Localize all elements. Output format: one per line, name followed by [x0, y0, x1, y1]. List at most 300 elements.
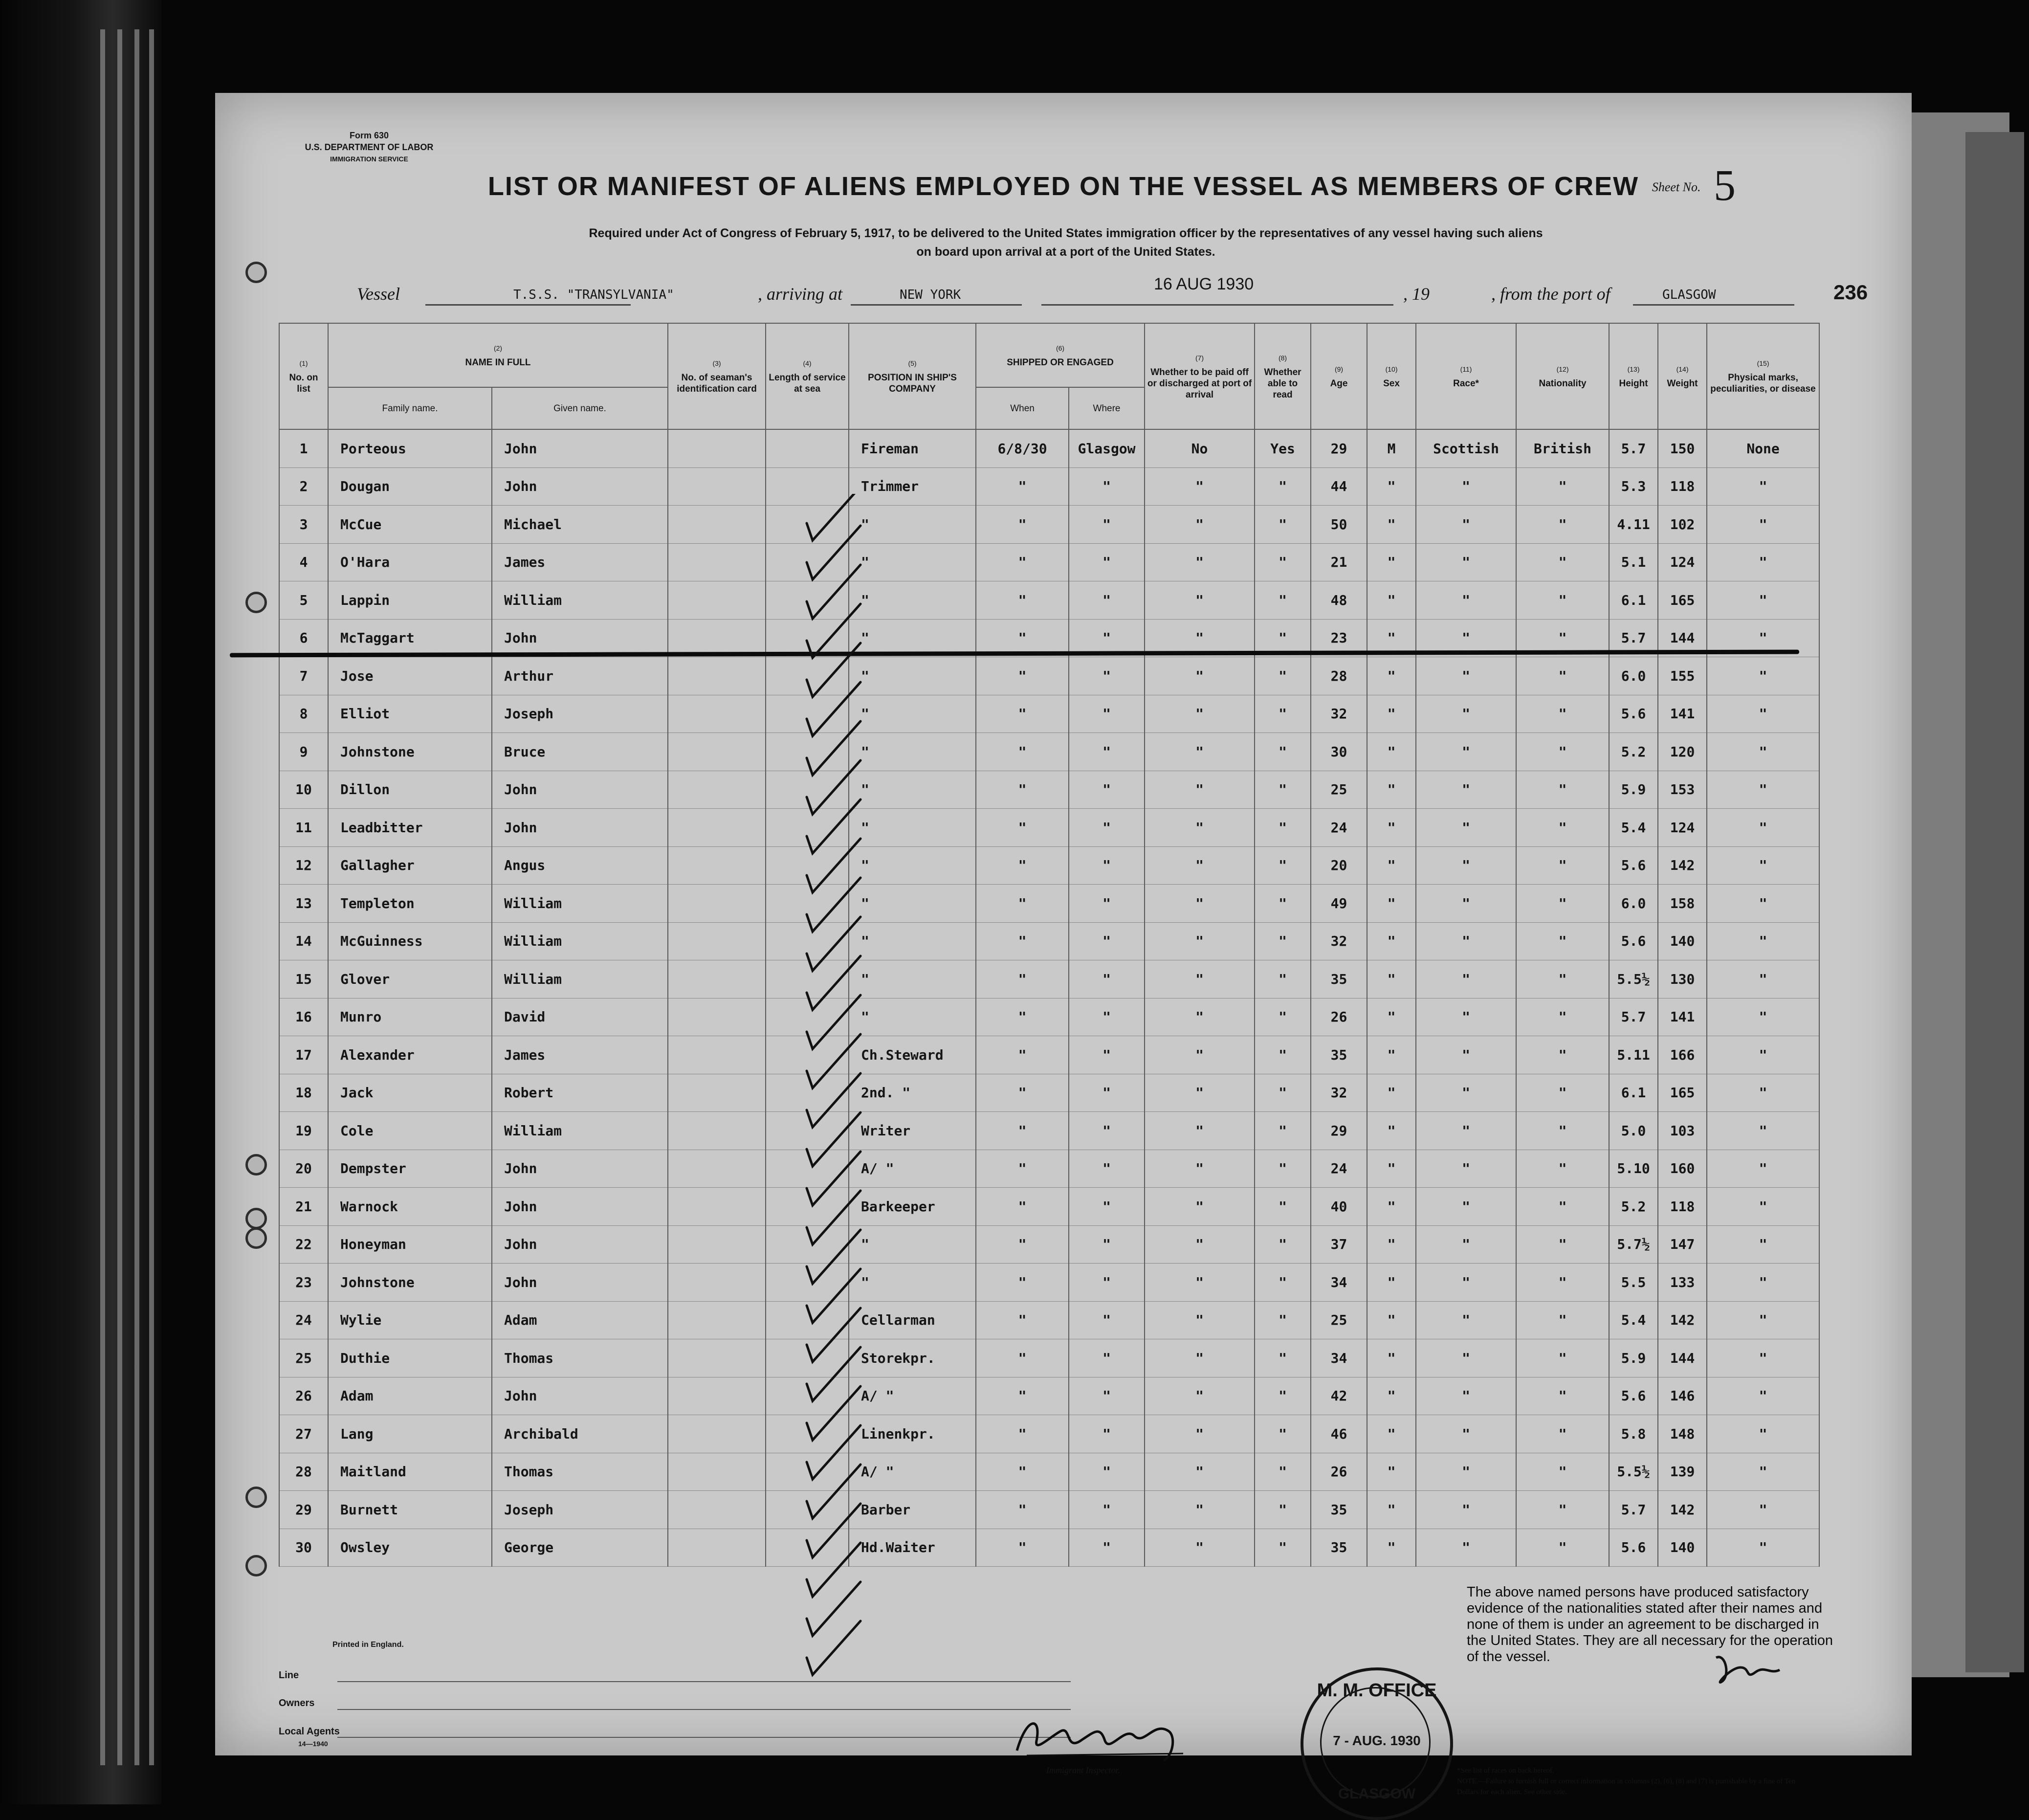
cell-where: " — [1069, 1301, 1145, 1339]
cell-idcard — [668, 467, 766, 506]
cell-weight: 144 — [1658, 619, 1707, 657]
cell-age: 24 — [1311, 809, 1367, 847]
cell-race: " — [1416, 733, 1516, 771]
cell-nationality: " — [1516, 467, 1609, 506]
cell-weight: 118 — [1658, 1188, 1707, 1226]
cell-where: " — [1069, 467, 1145, 506]
cell-marks: " — [1707, 922, 1819, 960]
cell-weight: 165 — [1658, 1074, 1707, 1112]
cell-idcard — [668, 619, 766, 657]
cell-nationality: " — [1516, 809, 1609, 847]
cell-service — [766, 1225, 849, 1264]
cell-sex: " — [1367, 1301, 1416, 1339]
table-row — [279, 922, 1819, 960]
cell-paid: " — [1145, 581, 1255, 620]
cell-when: " — [976, 1036, 1069, 1074]
cell-weight: 142 — [1658, 1491, 1707, 1529]
year-label: , 19 — [1403, 284, 1430, 304]
cell-paid: " — [1145, 1074, 1255, 1112]
cell-family: McTaggart — [328, 619, 492, 657]
cell-weight: 142 — [1658, 1301, 1707, 1339]
cell-position: Fireman — [849, 429, 976, 467]
cell-paid: " — [1145, 998, 1255, 1036]
vessel-line — [215, 275, 1912, 313]
cell-where: " — [1069, 506, 1145, 544]
col-header-family-name: Family name. — [328, 387, 492, 429]
sheet-number-value: 5 — [1714, 161, 1736, 210]
cell-nationality: " — [1516, 695, 1609, 733]
stamp-top: M. M. OFFICE — [1317, 1680, 1437, 1701]
cell-family: Maitland — [328, 1453, 492, 1491]
cell-age: 28 — [1311, 657, 1367, 695]
cell-position: A/ " — [849, 1377, 976, 1415]
agents-label: Local Agents — [279, 1726, 340, 1737]
cell-paid: " — [1145, 1453, 1255, 1491]
cell-when: " — [976, 1074, 1069, 1112]
cell-service — [766, 846, 849, 885]
col-header-id-card: (3) No. of seaman's identification card — [668, 323, 766, 429]
cell-position: " — [849, 506, 976, 544]
cell-when: " — [976, 581, 1069, 620]
table-row — [279, 846, 1819, 885]
mm-office-stamp — [1301, 1667, 1453, 1820]
cell-service — [766, 1036, 849, 1074]
cell-marks: " — [1707, 1491, 1819, 1529]
col-header-number: (1) No. on list — [279, 323, 328, 429]
cell-family: Cole — [328, 1112, 492, 1150]
cell-when: " — [976, 1491, 1069, 1529]
table-row — [279, 1188, 1819, 1226]
cell-sex: " — [1367, 695, 1416, 733]
cell-marks: " — [1707, 1415, 1819, 1453]
subtitle-line-1: Required under Act of Congress of February 5, 1917, to be delivered to the United States immigration officer by the representatives of any vessel having such aliens — [589, 226, 1543, 240]
crew-manifest-table — [279, 323, 1820, 1567]
cell-when: " — [976, 1339, 1069, 1377]
cell-read: " — [1255, 657, 1311, 695]
cell-sex: " — [1367, 1529, 1416, 1567]
cell-race: " — [1416, 1188, 1516, 1226]
printed-in: Printed in England. — [332, 1641, 404, 1649]
cell-given: John — [492, 1150, 668, 1188]
cell-age: 46 — [1311, 1415, 1367, 1453]
footnote-races: *See list of races on back hereof. — [1457, 1767, 1554, 1775]
page-title: LIST OR MANIFEST OF ALIENS EMPLOYED ON THE VESSEL AS MEMBERS OF CREW — [487, 172, 1639, 201]
subtitle-line-2: on board upon arrival at a port of the United States. — [916, 245, 1215, 259]
cell-nationality: " — [1516, 733, 1609, 771]
inspector-label: Immigrant Inspector. — [1046, 1765, 1120, 1775]
cell-race: " — [1416, 1264, 1516, 1302]
cell-service — [766, 1529, 849, 1567]
cell-given: William — [492, 885, 668, 923]
cell-no: 22 — [279, 1225, 328, 1264]
cell-height: 5.6 — [1609, 1529, 1658, 1567]
cell-no: 3 — [279, 506, 328, 544]
cell-marks: " — [1707, 1225, 1819, 1264]
cell-family: Johnstone — [328, 1264, 492, 1302]
cell-read: " — [1255, 1301, 1311, 1339]
cell-service — [766, 467, 849, 506]
table-row — [279, 1074, 1819, 1112]
cell-family: Alexander — [328, 1036, 492, 1074]
cell-sex: " — [1367, 1036, 1416, 1074]
form-code: 14—1940 — [298, 1740, 328, 1748]
cell-age: 25 — [1311, 771, 1367, 809]
cell-service — [766, 695, 849, 733]
cell-marks: " — [1707, 657, 1819, 695]
cell-nationality: " — [1516, 1264, 1609, 1302]
cell-paid: " — [1145, 1225, 1255, 1264]
cell-given: John — [492, 1377, 668, 1415]
col-header-physical-marks: (15) Physical marks, peculiarities, or disease — [1707, 323, 1819, 429]
cell-idcard — [668, 657, 766, 695]
cell-sex: " — [1367, 1339, 1416, 1377]
cell-where: " — [1069, 1225, 1145, 1264]
cell-given: Thomas — [492, 1453, 668, 1491]
cell-paid: " — [1145, 1339, 1255, 1377]
cell-family: Porteous — [328, 429, 492, 467]
cell-nationality: " — [1516, 771, 1609, 809]
cell-family: Adam — [328, 1377, 492, 1415]
cell-paid: " — [1145, 960, 1255, 999]
table-row — [279, 1529, 1819, 1567]
table-row — [279, 960, 1819, 999]
col-header-race: (11) Race* — [1416, 323, 1516, 429]
cell-weight: 103 — [1658, 1112, 1707, 1150]
cell-sex: " — [1367, 1074, 1416, 1112]
cell-given: George — [492, 1529, 668, 1567]
cell-weight: 142 — [1658, 846, 1707, 885]
stamp-bottom: GLASGOW — [1338, 1786, 1416, 1802]
cell-idcard — [668, 1264, 766, 1302]
cell-when: " — [976, 846, 1069, 885]
cell-sex: " — [1367, 885, 1416, 923]
arriving-label: , arriving at — [758, 284, 843, 304]
cell-position: Linenkpr. — [849, 1415, 976, 1453]
cell-no: 17 — [279, 1036, 328, 1074]
cell-position: Cellarman — [849, 1301, 976, 1339]
cell-paid: No — [1145, 429, 1255, 467]
cell-no: 16 — [279, 998, 328, 1036]
binder-hole-icon — [245, 592, 267, 613]
cell-family: O'Hara — [328, 543, 492, 581]
cell-paid: " — [1145, 1529, 1255, 1567]
cell-idcard — [668, 581, 766, 620]
cell-age: 44 — [1311, 467, 1367, 506]
cell-given: James — [492, 543, 668, 581]
cell-service — [766, 506, 849, 544]
cell-read: Yes — [1255, 429, 1311, 467]
table-row — [279, 467, 1819, 506]
cell-service — [766, 657, 849, 695]
cell-nationality: " — [1516, 1150, 1609, 1188]
cell-weight: 139 — [1658, 1453, 1707, 1491]
cell-marks: " — [1707, 733, 1819, 771]
cell-paid: " — [1145, 1491, 1255, 1529]
table-row — [279, 771, 1819, 809]
cell-idcard — [668, 1301, 766, 1339]
cell-when: " — [976, 619, 1069, 657]
cell-position: " — [849, 619, 976, 657]
cell-position: " — [849, 846, 976, 885]
from-port-label: , from the port of — [1491, 284, 1610, 304]
table-row — [279, 1453, 1819, 1491]
cell-marks: " — [1707, 846, 1819, 885]
cell-where: " — [1069, 1377, 1145, 1415]
cell-read: " — [1255, 1112, 1311, 1150]
cell-service — [766, 771, 849, 809]
cell-where: " — [1069, 619, 1145, 657]
sheet-label: Sheet No. — [1652, 180, 1701, 194]
cell-height: 6.0 — [1609, 885, 1658, 923]
cell-height: 6.1 — [1609, 1074, 1658, 1112]
cell-nationality: " — [1516, 1453, 1609, 1491]
cell-nationality: " — [1516, 619, 1609, 657]
cell-race: " — [1416, 581, 1516, 620]
cell-race: " — [1416, 1112, 1516, 1150]
cell-race: " — [1416, 1339, 1516, 1377]
cell-given: John — [492, 1264, 668, 1302]
cell-no: 5 — [279, 581, 328, 620]
cell-race: " — [1416, 998, 1516, 1036]
col-header-able-to-read: (8) Whether able to read — [1255, 323, 1311, 429]
cell-where: " — [1069, 1339, 1145, 1377]
cell-no: 15 — [279, 960, 328, 999]
cell-read: " — [1255, 1264, 1311, 1302]
cell-race: " — [1416, 885, 1516, 923]
cell-sex: " — [1367, 1188, 1416, 1226]
cell-paid: " — [1145, 885, 1255, 923]
cell-service — [766, 998, 849, 1036]
cell-age: 32 — [1311, 695, 1367, 733]
cell-height: 5.7 — [1609, 619, 1658, 657]
cell-no: 30 — [279, 1529, 328, 1567]
cell-paid: " — [1145, 657, 1255, 695]
cell-read: " — [1255, 1036, 1311, 1074]
page-edge — [149, 29, 154, 1765]
cell-marks: " — [1707, 998, 1819, 1036]
cell-where: " — [1069, 733, 1145, 771]
cell-position: " — [849, 1225, 976, 1264]
cell-sex: " — [1367, 657, 1416, 695]
cell-position: " — [849, 543, 976, 581]
cell-where: " — [1069, 581, 1145, 620]
cell-race: " — [1416, 1225, 1516, 1264]
cell-when: 6/8/30 — [976, 429, 1069, 467]
cell-when: " — [976, 467, 1069, 506]
cell-nationality: " — [1516, 581, 1609, 620]
cell-no: 21 — [279, 1188, 328, 1226]
cell-when: " — [976, 1529, 1069, 1567]
cell-sex: " — [1367, 506, 1416, 544]
footnote-penalty: NOTE.—Failure to furnish full or correct information in columns (2), (6), (8) and (7) is punishable by a fine of Ten Dollars for each alien. See other side. — [1457, 1777, 1796, 1796]
cell-height: 6.1 — [1609, 581, 1658, 620]
cell-weight: 166 — [1658, 1036, 1707, 1074]
cell-idcard — [668, 1415, 766, 1453]
cell-age: 26 — [1311, 998, 1367, 1036]
cell-given: Angus — [492, 846, 668, 885]
cell-race: " — [1416, 506, 1516, 544]
owners-label: Owners — [279, 1698, 315, 1709]
cell-nationality: " — [1516, 1036, 1609, 1074]
cell-idcard — [668, 1529, 766, 1567]
cell-height: 5.5½ — [1609, 1453, 1658, 1491]
cell-nationality: " — [1516, 1112, 1609, 1150]
cell-family: Warnock — [328, 1188, 492, 1226]
table-row — [279, 695, 1819, 733]
cell-position: 2nd. " — [849, 1074, 976, 1112]
cell-when: " — [976, 885, 1069, 923]
cell-idcard — [668, 846, 766, 885]
cell-idcard — [668, 733, 766, 771]
cell-service — [766, 1339, 849, 1377]
cell-age: 24 — [1311, 1150, 1367, 1188]
cell-weight: 165 — [1658, 581, 1707, 620]
cell-no: 18 — [279, 1074, 328, 1112]
cell-where: " — [1069, 695, 1145, 733]
cell-family: Munro — [328, 998, 492, 1036]
cell-nationality: " — [1516, 657, 1609, 695]
cell-position: " — [849, 733, 976, 771]
cell-sex: " — [1367, 1491, 1416, 1529]
cell-family: Dougan — [328, 467, 492, 506]
cell-sex: " — [1367, 809, 1416, 847]
cell-position: " — [849, 771, 976, 809]
cell-idcard — [668, 1074, 766, 1112]
cell-idcard — [668, 1339, 766, 1377]
cell-marks: " — [1707, 1150, 1819, 1188]
cell-position: Ch.Steward — [849, 1036, 976, 1074]
cell-sex: " — [1367, 846, 1416, 885]
cell-when: " — [976, 506, 1069, 544]
cell-weight: 140 — [1658, 1529, 1707, 1567]
cell-read: " — [1255, 506, 1311, 544]
binder-hole-icon — [245, 1208, 267, 1229]
cell-race: " — [1416, 695, 1516, 733]
cell-family: Leadbitter — [328, 809, 492, 847]
table-row — [279, 506, 1819, 544]
cell-idcard — [668, 429, 766, 467]
cell-when: " — [976, 543, 1069, 581]
cell-given: Robert — [492, 1074, 668, 1112]
cell-no: 26 — [279, 1377, 328, 1415]
cell-age: 30 — [1311, 733, 1367, 771]
cell-idcard — [668, 885, 766, 923]
cell-race: " — [1416, 467, 1516, 506]
cell-no: 13 — [279, 885, 328, 923]
cell-position: " — [849, 581, 976, 620]
table-row — [279, 1150, 1819, 1188]
cell-when: " — [976, 1150, 1069, 1188]
cell-family: Duthie — [328, 1339, 492, 1377]
cell-no: 28 — [279, 1453, 328, 1491]
cell-given: David — [492, 998, 668, 1036]
cell-given: John — [492, 809, 668, 847]
table-row — [279, 1301, 1819, 1339]
cell-paid: " — [1145, 1264, 1255, 1302]
cell-position: " — [849, 695, 976, 733]
cell-nationality: " — [1516, 506, 1609, 544]
cell-idcard — [668, 922, 766, 960]
cell-race: " — [1416, 809, 1516, 847]
cell-height: 5.6 — [1609, 1377, 1658, 1415]
page-edge — [117, 29, 122, 1765]
cell-marks: " — [1707, 467, 1819, 506]
cell-sex: " — [1367, 1415, 1416, 1453]
cell-service — [766, 543, 849, 581]
table-row — [279, 1036, 1819, 1074]
cell-given: James — [492, 1036, 668, 1074]
cell-when: " — [976, 1225, 1069, 1264]
cell-when: " — [976, 1112, 1069, 1150]
cell-age: 40 — [1311, 1188, 1367, 1226]
cell-service — [766, 922, 849, 960]
cell-age: 23 — [1311, 619, 1367, 657]
cell-read: " — [1255, 733, 1311, 771]
cell-idcard — [668, 695, 766, 733]
cell-given: William — [492, 922, 668, 960]
cell-no: 8 — [279, 695, 328, 733]
cell-paid: " — [1145, 733, 1255, 771]
cell-race: " — [1416, 1453, 1516, 1491]
cell-family: Dillon — [328, 771, 492, 809]
cell-family: McCue — [328, 506, 492, 544]
cell-paid: " — [1145, 1188, 1255, 1226]
cell-service — [766, 1453, 849, 1491]
col-header-sex: (10) Sex — [1367, 323, 1416, 429]
cell-service — [766, 1377, 849, 1415]
cell-read: " — [1255, 1150, 1311, 1188]
cell-race: " — [1416, 1377, 1516, 1415]
cell-position: A/ " — [849, 1453, 976, 1491]
cell-marks: " — [1707, 809, 1819, 847]
cell-no: 1 — [279, 429, 328, 467]
cell-idcard — [668, 1150, 766, 1188]
cell-nationality: " — [1516, 1225, 1609, 1264]
cell-where: " — [1069, 1188, 1145, 1226]
cell-paid: " — [1145, 695, 1255, 733]
footnotes — [1457, 1765, 1799, 1798]
cell-marks: " — [1707, 1188, 1819, 1226]
cell-position: Hd.Waiter — [849, 1529, 976, 1567]
cell-sex: " — [1367, 1112, 1416, 1150]
cell-given: John — [492, 429, 668, 467]
cell-nationality: " — [1516, 846, 1609, 885]
cell-where: " — [1069, 1529, 1145, 1567]
cell-read: " — [1255, 1225, 1311, 1264]
cell-family: Johnstone — [328, 733, 492, 771]
cell-given: Bruce — [492, 733, 668, 771]
line-label: Line — [279, 1670, 299, 1681]
cell-read: " — [1255, 1339, 1311, 1377]
cell-paid: " — [1145, 809, 1255, 847]
cell-where: " — [1069, 1112, 1145, 1150]
cell-where: " — [1069, 809, 1145, 847]
cell-position: Barber — [849, 1491, 976, 1529]
cell-marks: None — [1707, 429, 1819, 467]
cell-no: 20 — [279, 1150, 328, 1188]
cell-weight: 141 — [1658, 998, 1707, 1036]
cell-family: Owsley — [328, 1529, 492, 1567]
cell-paid: " — [1145, 1036, 1255, 1074]
cell-nationality: " — [1516, 1074, 1609, 1112]
cell-paid: " — [1145, 543, 1255, 581]
cell-race: " — [1416, 1491, 1516, 1529]
cell-height: 5.3 — [1609, 467, 1658, 506]
cell-nationality: " — [1516, 1415, 1609, 1453]
cell-idcard — [668, 960, 766, 999]
cell-age: 42 — [1311, 1377, 1367, 1415]
cell-race: " — [1416, 619, 1516, 657]
